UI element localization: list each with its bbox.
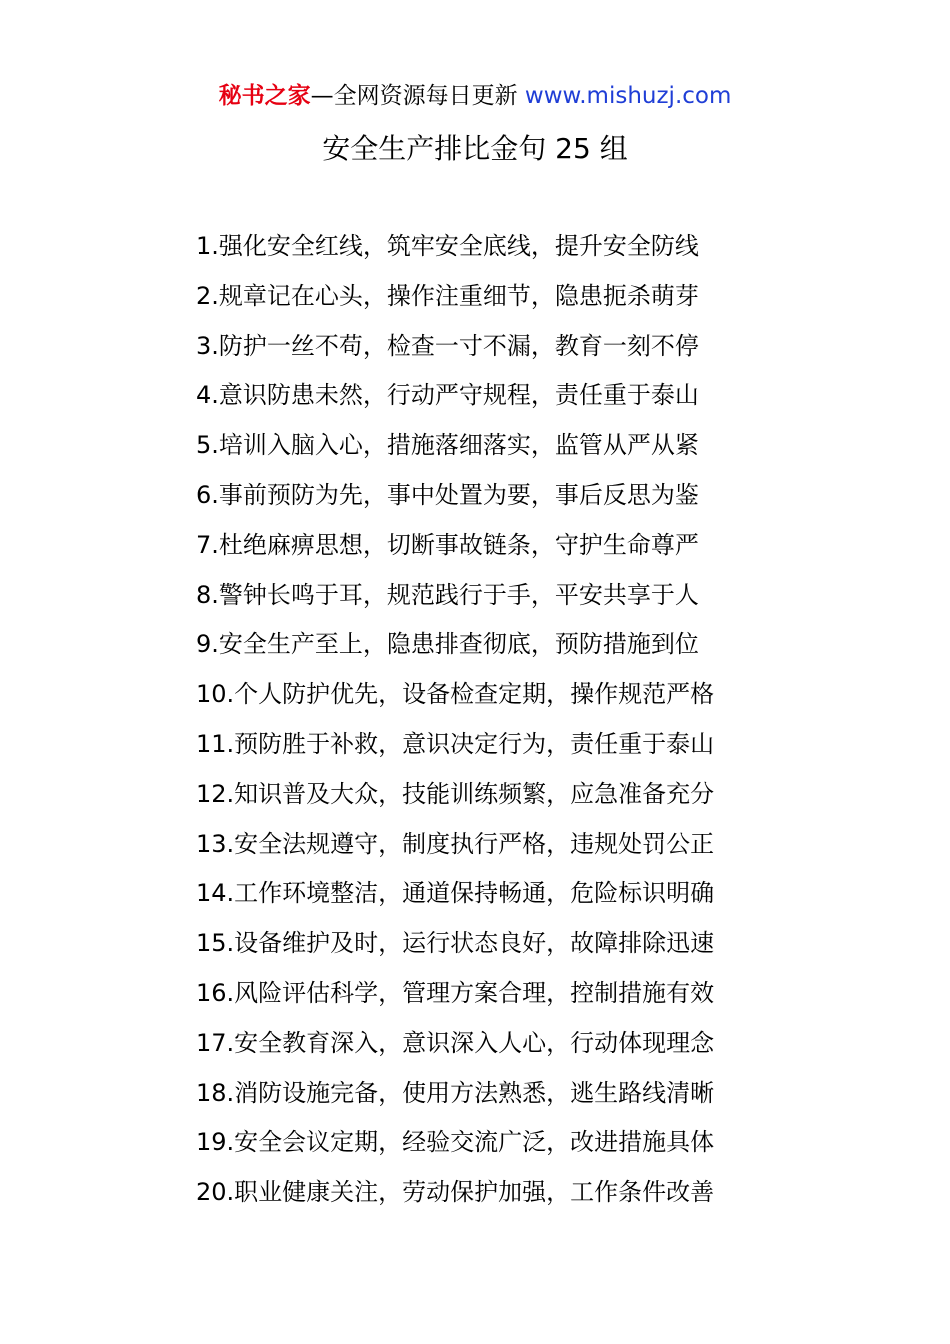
list-item: 8.警钟长鸣于耳，规范践行于手，平安共享于人 [196,580,699,609]
list-item: 20.职业健康关注，劳动保护加强，工作条件改善 [196,1178,715,1207]
list-item: 16.风险评估科学，管理方案合理，控制措施有效 [196,978,715,1007]
header-tagline: —全网资源每日更新 [310,83,525,109]
site-url-link[interactable]: www.mishuzj.com [524,83,732,109]
list-item: 10.个人防护优先，设备检查定期，操作规范严格 [196,680,715,709]
list-item: 15.设备维护及时，运行状态良好，故障排除迅速 [196,929,715,958]
list-item: 13.安全法规遵守，制度执行严格，违规处罚公正 [196,829,715,858]
list-item: 6.事前预防为先，事中处置为要，事后反思为鉴 [196,480,699,509]
sentence-list [196,228,714,1224]
document-title: 安全生产排比金句 25 组 [322,132,628,165]
list-item: 5.培训入脑入心，措施落细落实，监管从严从紧 [196,431,699,460]
list-item: 4.意识防患未然，行动严守规程，责任重于泰山 [196,381,699,410]
list-item: 12.知识普及大众，技能训练频繁，应急准备充分 [196,779,715,808]
list-item: 14.工作环境整洁，通道保持畅通，危险标识明确 [196,879,715,908]
list-item: 3.防护一丝不苟，检查一寸不漏，教育一刻不停 [196,331,699,360]
list-item: 18.消防设施完备，使用方法熟悉，逃生路线清晰 [196,1078,715,1107]
list-item: 17.安全教育深入，意识深入人心，行动体现理念 [196,1028,715,1057]
list-item: 2.规章记在心头，操作注重细节，隐患扼杀萌芽 [196,281,699,310]
list-item: 19.安全会议定期，经验交流广泛，改进措施具体 [196,1128,715,1157]
list-item: 1.强化安全红线，筑牢安全底线，提升安全防线 [196,232,699,260]
list-item: 11.预防胜于补救，意识决定行为，责任重于泰山 [196,729,715,758]
brand-name: 秘书之家 [218,83,311,109]
list-item: 7.杜绝麻痹思想，切断事故链条，守护生命尊严 [196,530,699,559]
list-item: 9.安全生产至上，隐患排查彻底，预防措施到位 [196,630,699,659]
site-header [0,80,950,112]
